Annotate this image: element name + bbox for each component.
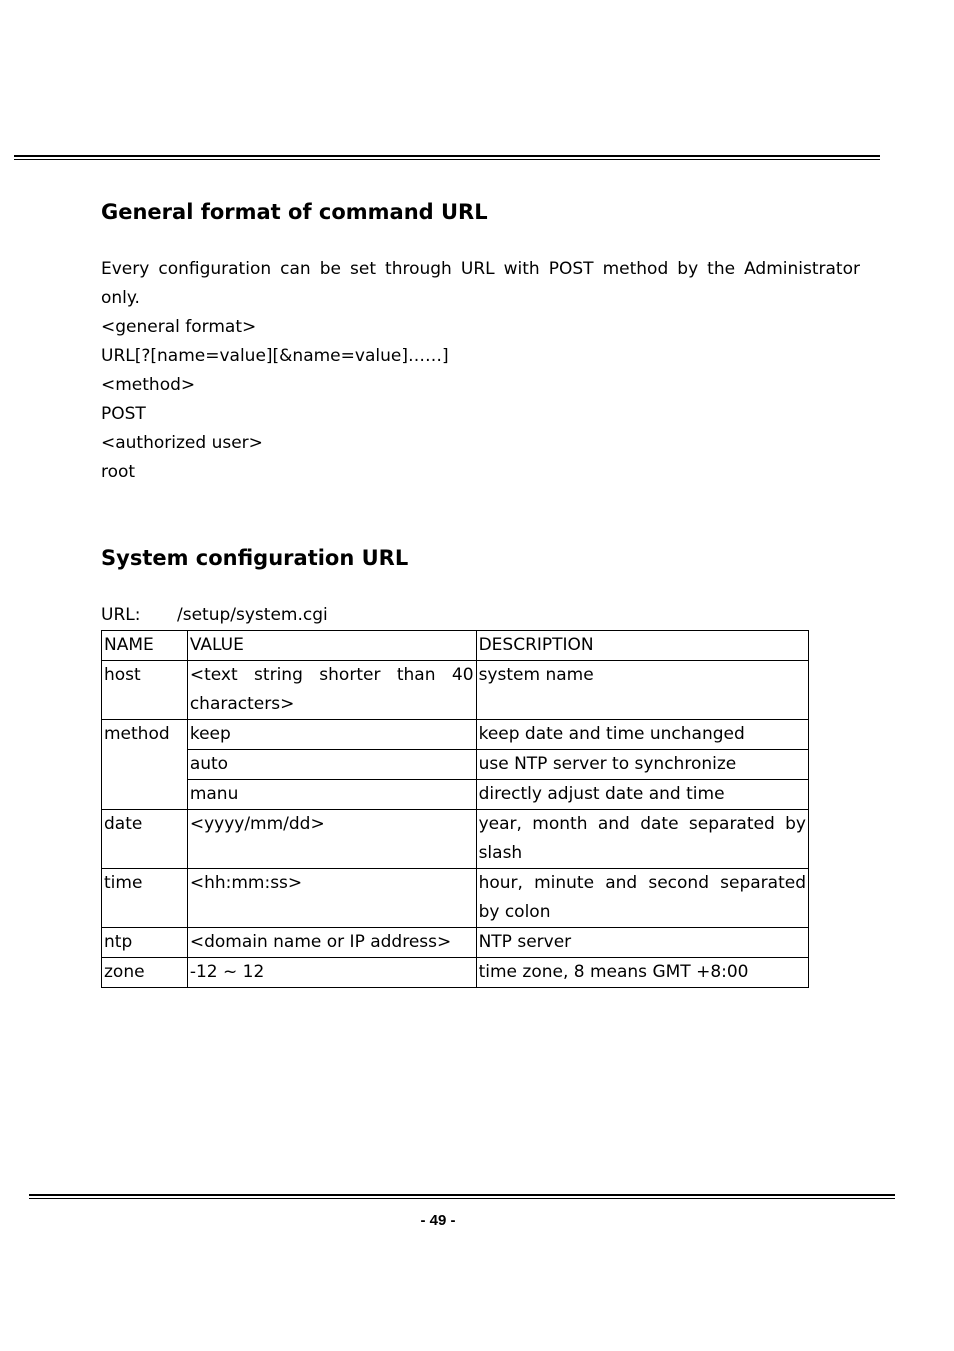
table-cell-value: manu <box>187 780 476 810</box>
table-row <box>102 661 809 720</box>
table-cell-description: hour, minute and second separated by colon <box>476 869 808 928</box>
table-cell-description: use NTP server to synchronize <box>476 750 808 780</box>
table-row <box>102 869 809 928</box>
intro-line: only. <box>101 288 140 308</box>
table-cell-name: host <box>102 661 188 720</box>
table-cell-description: directly adjust date and time <box>476 780 808 810</box>
table-cell-name: zone <box>102 958 188 988</box>
system-config-table <box>101 630 809 988</box>
format-line: <general format> <box>101 317 257 337</box>
table-cell-name: method <box>102 720 188 810</box>
url-value: /setup/system.cgi <box>177 605 328 625</box>
table-cell-value: <hh:mm:ss> <box>187 869 476 928</box>
header-rule <box>14 155 880 160</box>
footer-rule <box>29 1194 895 1199</box>
table-cell-name: ntp <box>102 928 188 958</box>
table-header-cell: NAME <box>102 631 188 661</box>
table-cell-value: <yyyy/mm/dd> <box>187 810 476 869</box>
format-line: <authorized user> <box>101 433 263 453</box>
format-line: <method> <box>101 375 196 395</box>
table-cell-value: auto <box>187 750 476 780</box>
table-header-cell: VALUE <box>187 631 476 661</box>
url-line <box>101 602 328 628</box>
table-row <box>102 750 809 780</box>
table-row <box>102 810 809 869</box>
table-cell-description: keep date and time unchanged <box>476 720 808 750</box>
table-cell-value: -12 ~ 12 <box>187 958 476 988</box>
table-cell-description: NTP server <box>476 928 808 958</box>
page-number: - 49 - <box>420 1212 456 1229</box>
format-line: POST <box>101 404 146 424</box>
table-header-row <box>102 631 809 661</box>
table-cell-value: <text string shorter than 40 characters> <box>187 661 476 720</box>
intro-line: Every configuration can be set through URL with POST method by the Administrator <box>101 259 860 279</box>
format-line: URL[?[name=value][&name=value]……] <box>101 346 449 366</box>
section-heading-system-config: System configuration URL <box>101 546 409 570</box>
intro-paragraph <box>101 255 860 487</box>
table-header-cell: DESCRIPTION <box>476 631 808 661</box>
table-row <box>102 958 809 988</box>
section-heading-general-format: General format of command URL <box>101 200 488 224</box>
table-cell-description: time zone, 8 means GMT +8:00 <box>476 958 808 988</box>
table-cell-description: year, month and date separated by slash <box>476 810 808 869</box>
format-line: root <box>101 462 136 482</box>
url-label: URL: <box>101 605 141 625</box>
table-row <box>102 780 809 810</box>
table-row <box>102 928 809 958</box>
table-cell-name: time <box>102 869 188 928</box>
table-cell-value: <domain name or IP address> <box>187 928 476 958</box>
table-cell-value: keep <box>187 720 476 750</box>
table-row <box>102 720 809 750</box>
table-cell-name: date <box>102 810 188 869</box>
table-cell-description: system name <box>476 661 808 720</box>
